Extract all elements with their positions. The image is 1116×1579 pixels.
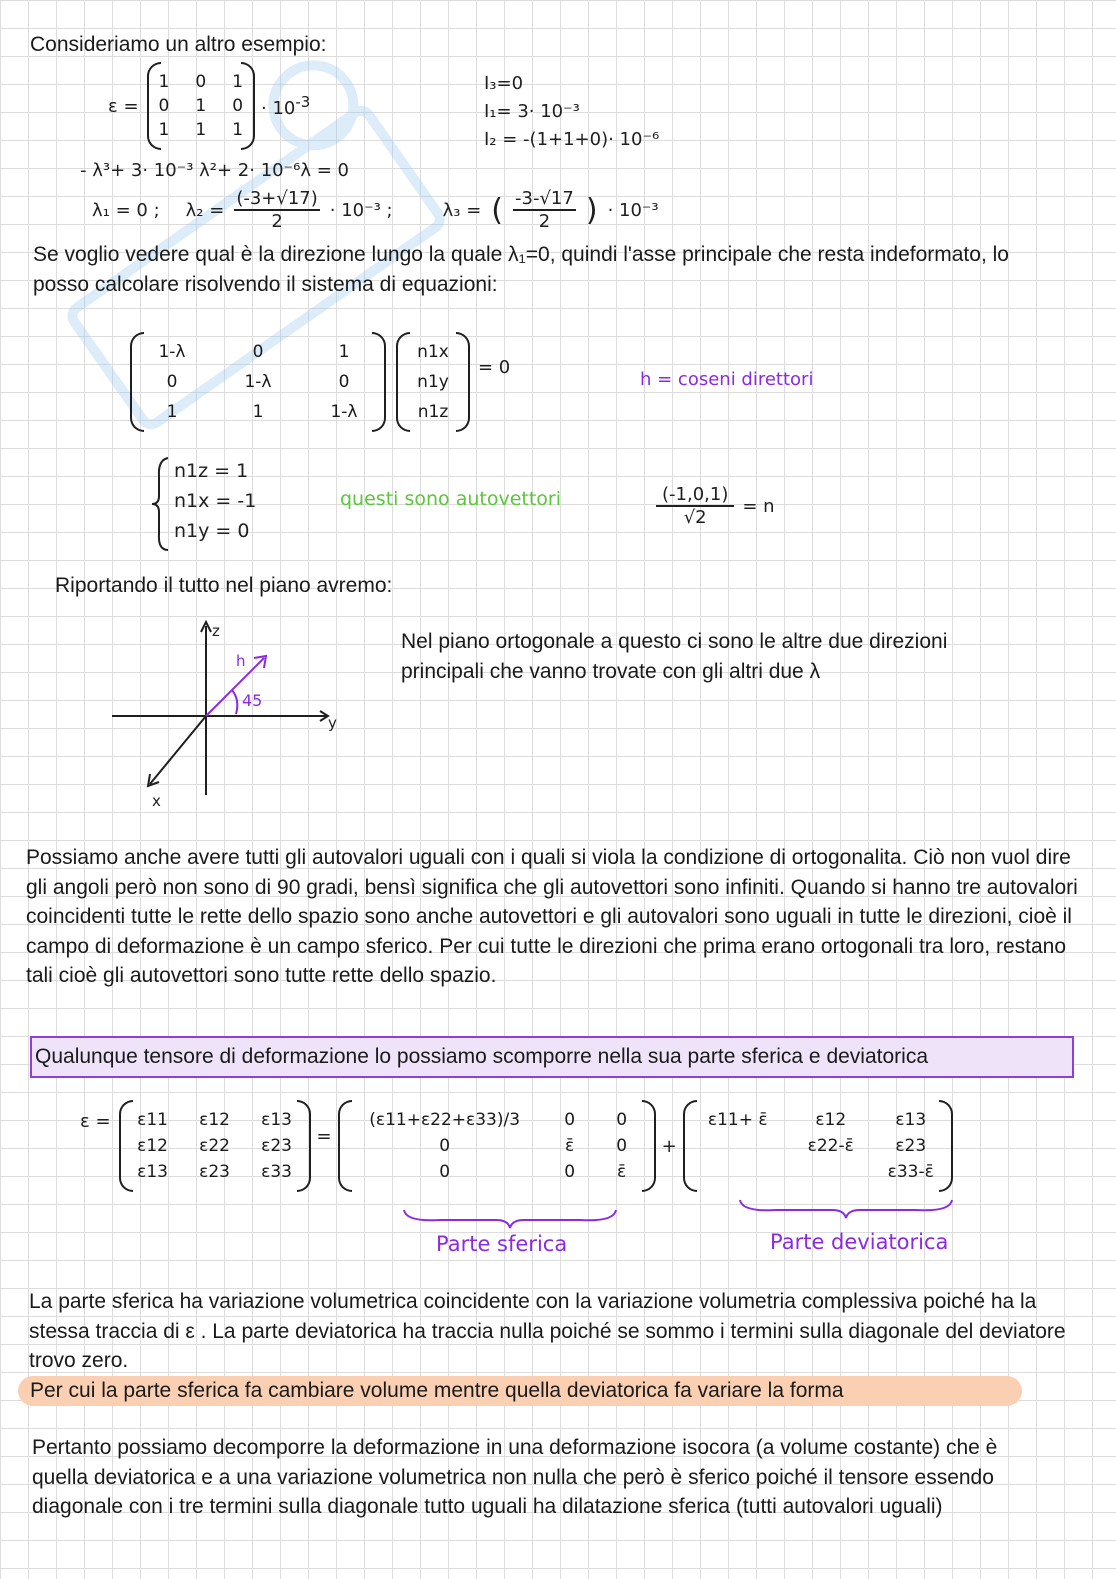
axis-label-x: x <box>152 792 161 810</box>
tensor-cell: ε13 <box>895 1110 927 1130</box>
paragraph-trace: La parte sferica ha variazione volumetrica coincidente con la variazione volumetria complessiva poiché ha la stessa traccia di ε . La parte deviatorica ha traccia nulla poiché se sommo i termini sulla diagonale del deviatore trovo zero. <box>29 1290 1066 1372</box>
axis-label-z: z <box>212 622 220 640</box>
matrix1-body <box>147 68 255 144</box>
lambda1: λ₁ = 0 ; <box>92 199 160 221</box>
tensor-cell: 0 <box>439 1136 451 1156</box>
matrix-cell: 1-λ <box>330 402 358 422</box>
paragraph-orthogonal-plane: Nel piano ortogonale a questo ci sono le altre due direzioni principali che vanno trovate con gli altri due λ <box>401 630 948 683</box>
decomp-lhs: ε = <box>80 1110 111 1132</box>
invariants <box>484 70 659 154</box>
strain-matrix-example <box>108 68 310 144</box>
tensor-cell: ε13 <box>261 1110 292 1130</box>
tensor-cell: ε12 <box>199 1110 230 1130</box>
tensor-cell: 0 <box>616 1110 628 1130</box>
matrix-cell: 1 <box>195 120 207 140</box>
angle-label: 45 <box>242 691 263 710</box>
tensor-cell <box>791 1162 871 1182</box>
direction-cosines-note: h = coseni direttori <box>640 369 814 390</box>
matrix-cell: 0 <box>166 372 178 392</box>
system-eq-1: n1z = 1 <box>174 460 249 482</box>
decomp-plus: + <box>661 1135 677 1157</box>
normal-vector-result: $\frac{(-1,0,1)}{√2}$ = n <box>656 484 775 528</box>
matrix-cell: 1-λ <box>244 372 272 392</box>
matrix-cell: 1 <box>166 402 178 422</box>
tensor-cell: ε13 <box>137 1162 168 1182</box>
matrix-cell: 0 <box>252 342 264 362</box>
spherical-underbrace-icon <box>400 1206 620 1230</box>
paragraph-direction: Se voglio vedere qual è la direzione lungo la quale λ₁=0, quindi l'asse principale che resta indeformato, lo posso calcolare risolvendo il sistema di equazioni: <box>33 243 1009 296</box>
tensor-cell: ε̄ <box>565 1136 575 1156</box>
lambda3-suffix: · 10⁻³ <box>607 199 659 221</box>
eigenvector-note: questi sono autovettori <box>340 488 561 510</box>
system-eq-3: n1y = 0 <box>174 520 250 542</box>
tensor-cell: ε23 <box>895 1136 927 1156</box>
matrix-cell: 0 <box>195 72 207 92</box>
system-rhs: = 0 <box>478 356 511 378</box>
matrix-cell: 1 <box>195 96 207 116</box>
eigenvalues: λ₁ = 0 ; λ₂ = $\frac{(-3+√17)}{2}$ · 10⁻³ ; λ₃ = ( -3-√17 2 ) · 10⁻³ <box>92 188 659 232</box>
deviatoric-tensor <box>683 1106 953 1186</box>
tensor-cell: ε33 <box>261 1162 292 1182</box>
strain-tensor <box>119 1106 311 1186</box>
decomp-equals: = <box>316 1125 332 1147</box>
lambda2-prefix: λ₂ = <box>185 199 225 221</box>
direction-vector <box>396 338 470 426</box>
matrix-cell: 0 <box>338 372 350 392</box>
tensor-decomposition <box>80 1106 953 1186</box>
tensor-cell: ε11+ ε̄ <box>707 1110 768 1130</box>
lambda2-fraction: $\frac{(-3+√17)}{2}$ <box>236 188 318 232</box>
tensor-cell: ε23 <box>261 1136 292 1156</box>
matrix-cell: 0 <box>232 96 244 116</box>
tensor-cell: 0 <box>564 1110 576 1130</box>
tensor-cell: 0 <box>616 1136 628 1156</box>
tensor-cell <box>695 1136 781 1156</box>
matrix-cell: 1 <box>158 120 170 140</box>
matrix2-body <box>130 338 386 426</box>
matrix1-factor: · $10^{-3}$ <box>261 93 311 119</box>
invariant-i1: I₁= 3· 10⁻³ <box>484 101 580 122</box>
matrix-cell: 0 <box>158 96 170 116</box>
spherical-part-label: Parte sferica <box>436 1232 568 1256</box>
matrix-cell: 1-λ <box>158 342 186 362</box>
matrix-cell: 1 <box>252 402 264 422</box>
lambda3-prefix: λ₃ = <box>442 199 482 221</box>
paragraph-equal-eigenvalues: Possiamo anche avere tutti gli autovalori uguali con i quali si viola la condizione di ortogonalita. Ciò non vuol dire gli angoli però non sono di 90 gradi, bensì significa che gli autovettori sono infiniti. Quando si hanno tre autovalori coincidenti tutte le rette dello spazio sono anche autovettori e gli autovalori sono uguali in tutte le direzioni, cioè il campo di deformazione è un campo sferico. Per cui tutte le direzioni che prima erano ortogonali tra loro, restano tali cioè gli autovettori sono tutte rette dello spazio. <box>26 846 1078 987</box>
matrix-cell: 1 <box>232 120 244 140</box>
vector-cell: n1z <box>417 402 449 422</box>
tensor-cell: 0 <box>439 1162 451 1182</box>
vector-cell: n1y <box>417 372 449 392</box>
axis-label-y: y <box>328 714 337 732</box>
system-eq-2: n1x = -1 <box>174 490 257 512</box>
tensor-cell: 0 <box>564 1162 576 1182</box>
lambda3-fraction: -3-√17 2 <box>515 188 574 232</box>
lambda2-suffix: · 10⁻³ ; <box>329 199 393 221</box>
matrix1-lhs: ε = <box>108 95 139 117</box>
decomposition-callout: Qualunque tensore di deformazione lo possiamo scomporre nella sua parte sferica e deviatorica <box>30 1036 1074 1078</box>
highlighted-conclusion: Per cui la parte sferica fa cambiare volume mentre quella deviatorica fa variare la forma <box>18 1376 1022 1406</box>
tensor-cell <box>695 1162 781 1182</box>
matrix-cell: 1 <box>338 342 350 362</box>
invariant-i3: I₃=0 <box>484 73 524 94</box>
vector-label-n: h <box>236 652 246 670</box>
matrix-cell: 1 <box>158 72 170 92</box>
matrix-cell: 1 <box>232 72 244 92</box>
characteristic-equation: - λ³+ 3· 10⁻³ λ²+ 2· 10⁻⁶λ = 0 <box>80 160 349 181</box>
curly-brace-icon <box>150 456 172 552</box>
tensor-cell: ε11 <box>137 1110 168 1130</box>
tensor-cell: ε22 <box>199 1136 230 1156</box>
tensor-cell: ε12 <box>815 1110 847 1130</box>
tensor-cell: ε̄ <box>617 1162 627 1182</box>
eigen-system <box>130 338 510 426</box>
axes-diagram <box>108 618 358 813</box>
spherical-tensor <box>338 1106 656 1186</box>
tensor-cell: ε22-ε̄ <box>807 1136 854 1156</box>
tensor-cell: ε23 <box>199 1162 230 1182</box>
deviatoric-part-label: Parte deviatorica <box>770 1230 949 1254</box>
tensor-cell: ε12 <box>137 1136 168 1156</box>
invariant-i2: I₂ = -(1+1+0)· 10⁻⁶ <box>484 129 660 150</box>
deviatoric-underbrace-icon <box>736 1196 956 1220</box>
tensor-cell: (ε11+ε22+ε33)/3 <box>369 1110 521 1130</box>
tensor-cell: ε33-ε̄ <box>887 1162 934 1182</box>
paragraph-isochoric: Pertanto possiamo decomporre la deformazione in una deformazione isocora (a volume costante) che è quella deviatorica e a una variazione volumetrica non nulla che però è sferico poiché il tensore essendo diagonale con i tre termini sulla diagonale tutto uguali ha dilatazione sferica (tutti autovalori uguali) <box>32 1436 998 1518</box>
intro-text: Consideriamo un altro esempio: <box>30 33 327 56</box>
paragraph-plane: Riportando il tutto nel piano avremo: <box>55 574 393 597</box>
vector-cell: n1x <box>417 342 449 362</box>
